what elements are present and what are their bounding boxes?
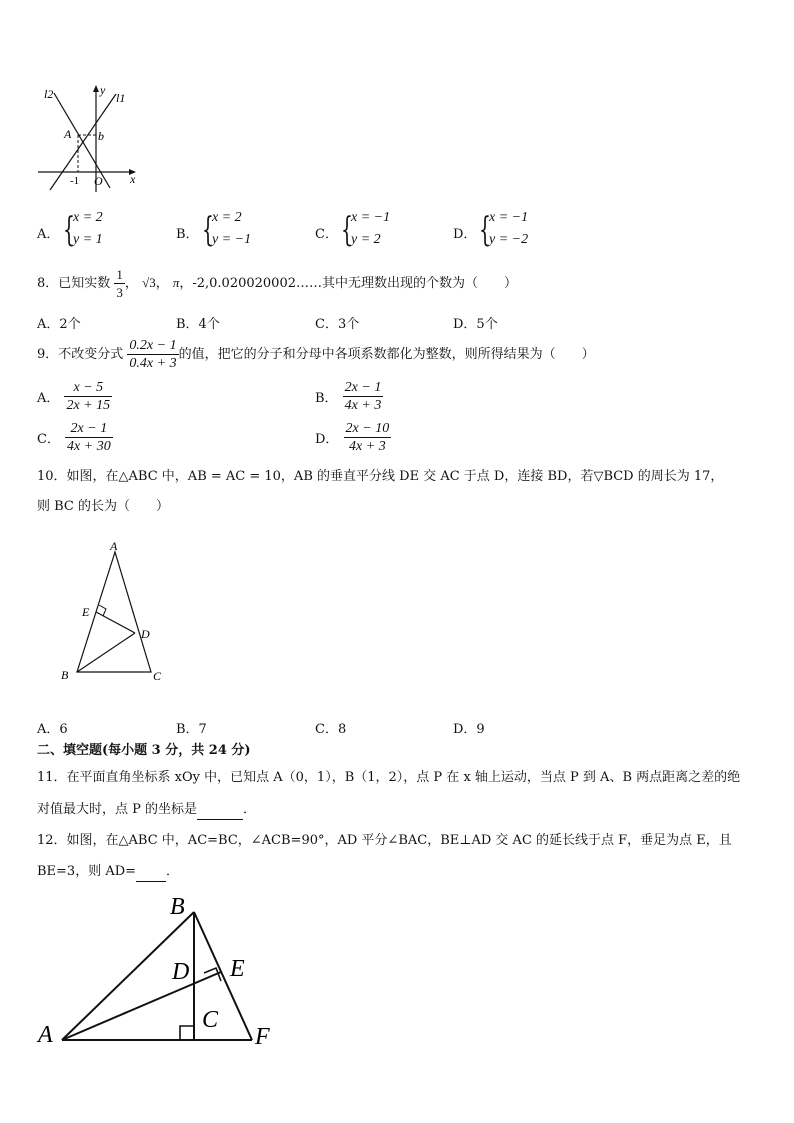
q10-option-b[interactable]: B．7 [176, 722, 207, 737]
q11-text: 对值最大时，点 P 的坐标是 [37, 802, 198, 817]
pi-symbol: π [172, 275, 180, 290]
fraction-denominator: 4x + 3 [349, 439, 386, 454]
q7-option-b[interactable] [176, 207, 306, 255]
q10-stem-line2: 则 BC 的长为（ ） [37, 499, 170, 514]
point-f-label: F [255, 1024, 270, 1050]
fraction-numerator: 1 [116, 267, 123, 282]
x-axis-label: x [130, 172, 136, 186]
q8-option-d[interactable]: D．5个 [453, 317, 498, 332]
q10-option-a[interactable]: A．6 [37, 722, 68, 737]
fraction-numerator: 2x − 1 [65, 420, 113, 438]
equation-line: y = −1 [212, 232, 252, 247]
vertex-b-label: B [170, 894, 185, 920]
fraction-numerator: 0.2x − 1 [129, 338, 177, 353]
fraction-numerator: x − 5 [64, 379, 112, 397]
fraction-denominator: 4x + 3 [344, 398, 382, 413]
fraction-one-third [114, 266, 125, 301]
equation-line: x = 2 [212, 210, 242, 225]
vertex-b-label: B [61, 668, 69, 682]
point-d-label: D [172, 959, 190, 985]
fraction-denominator: 3 [116, 285, 123, 300]
sqrt-three: √3 [142, 275, 156, 290]
q7-coordinate-figure [30, 80, 150, 195]
fraction-numerator: 2x − 1 [344, 380, 382, 395]
q9-option-b[interactable] [315, 379, 383, 414]
brace: { [341, 210, 353, 250]
option-letter: D． [315, 432, 339, 447]
q11-end: ． [243, 802, 257, 817]
section-heading: 二、填空题(每小题 3 分，共 24 分) [37, 743, 251, 758]
q10-option-c[interactable]: C．8 [315, 722, 347, 737]
option-fraction [65, 420, 113, 455]
q8-stem: 8．已知实数 $\frac{1}{3}$ ， √3， π，-2,0.020020002……其中无理数出现的个数为（ ） [37, 267, 517, 300]
fraction-numerator: 2x − 10 [345, 421, 390, 436]
vertex-a-label: A [38, 1022, 53, 1048]
q12-text: BE=3，则 AD= [37, 864, 137, 879]
equation-line: y = 2 [351, 232, 381, 247]
equation-line: x = −1 [489, 210, 529, 225]
equation-system [212, 207, 251, 251]
answer-blank[interactable] [197, 801, 243, 820]
y-axis-label: y [100, 83, 106, 97]
vertex-c-label: C [202, 1007, 219, 1033]
option-letter: C． [37, 432, 60, 447]
equation-system [73, 207, 103, 251]
q10-option-d[interactable]: D．9 [453, 722, 485, 737]
l2-label: l2 [44, 87, 54, 101]
brace: { [479, 210, 491, 250]
fraction-denominator: 0.4x + 3 [129, 356, 177, 371]
brace: { [202, 210, 214, 250]
point-e-label: E [82, 605, 90, 619]
option-letter: A． [37, 227, 60, 242]
q7-option-d[interactable] [453, 207, 593, 255]
equation-system [489, 207, 528, 251]
l1-label: l1 [116, 91, 126, 105]
q9-stem [37, 337, 595, 372]
equation-line: x = 2 [73, 210, 103, 225]
q9-option-c[interactable] [37, 420, 113, 455]
q9-fraction [127, 337, 178, 372]
q10-triangle-figure [55, 538, 175, 686]
equation-line: y = −2 [489, 232, 529, 247]
equation-line: x = −1 [351, 210, 391, 225]
brace: { [63, 210, 75, 250]
q11-stem-line1: 11．在平面直角坐标系 xOy 中，已知点 A（0，1），B（1，2），点 P 在 x 轴上运动，当点 P 到 A、B 两点距离之差的绝 [37, 770, 741, 785]
q8-option-b[interactable]: B．4个 [176, 317, 220, 332]
q7-option-c[interactable] [315, 207, 445, 255]
q10-stem-line1: 10．如图，在△ABC 中，AB = AC = 10，AB 的垂直平分线 DE 交 AC 于点 D，连接 BD，若▽BCD 的周长为 17， [37, 469, 724, 484]
q9-option-d[interactable] [315, 420, 391, 455]
point-d-label: D [141, 627, 150, 641]
equation-system [351, 207, 390, 251]
point-e-label: E [230, 956, 245, 982]
option-letter: D． [453, 227, 477, 242]
q9-prefix: 9．不改变分式 [37, 347, 124, 362]
q8-rest: ，-2,0.020020002……其中无理数出现的个数为（ ） [179, 276, 517, 291]
q12-stem-line2 [37, 863, 179, 882]
neg-one-label: -1 [70, 175, 80, 187]
q8-option-c[interactable]: C．3个 [315, 317, 360, 332]
option-fraction [343, 379, 384, 414]
option-letter: B． [315, 391, 338, 406]
vertex-c-label: C [153, 669, 162, 683]
fraction-denominator: 2x + 15 [66, 398, 111, 413]
fraction-denominator: 4x + 30 [67, 439, 111, 454]
q9-option-a[interactable] [37, 379, 112, 414]
option-letter: B． [176, 227, 199, 242]
option-letter: A． [37, 391, 60, 406]
q7-option-a[interactable] [37, 207, 167, 255]
q12-triangle-figure [30, 888, 290, 1058]
q12-stem-line1: 12．如图，在△ABC 中，AC=BC，∠ACB=90°，AD 平分∠BAC，BE⊥AD 交 AC 的延长线于点 F，垂足为点 E，且 [37, 833, 732, 848]
q12-end: ． [166, 864, 180, 879]
origin-label: O [94, 174, 103, 188]
q11-stem-line2 [37, 801, 256, 820]
q8-option-a[interactable]: A．2个 [37, 317, 81, 332]
option-letter: C． [315, 227, 338, 242]
point-a-label: A [64, 127, 72, 141]
option-fraction [64, 379, 112, 414]
q9-rest: 的值，把它的分子和分母中各项系数都化为整数，则所得结果为（ ） [178, 347, 595, 362]
option-fraction [344, 420, 392, 455]
q8-prefix: 8．已知实数 [37, 276, 111, 291]
equation-line: y = 1 [73, 232, 103, 247]
answer-blank[interactable] [136, 863, 166, 882]
vertex-a-label: A [110, 539, 118, 553]
b-label: b [98, 129, 104, 143]
